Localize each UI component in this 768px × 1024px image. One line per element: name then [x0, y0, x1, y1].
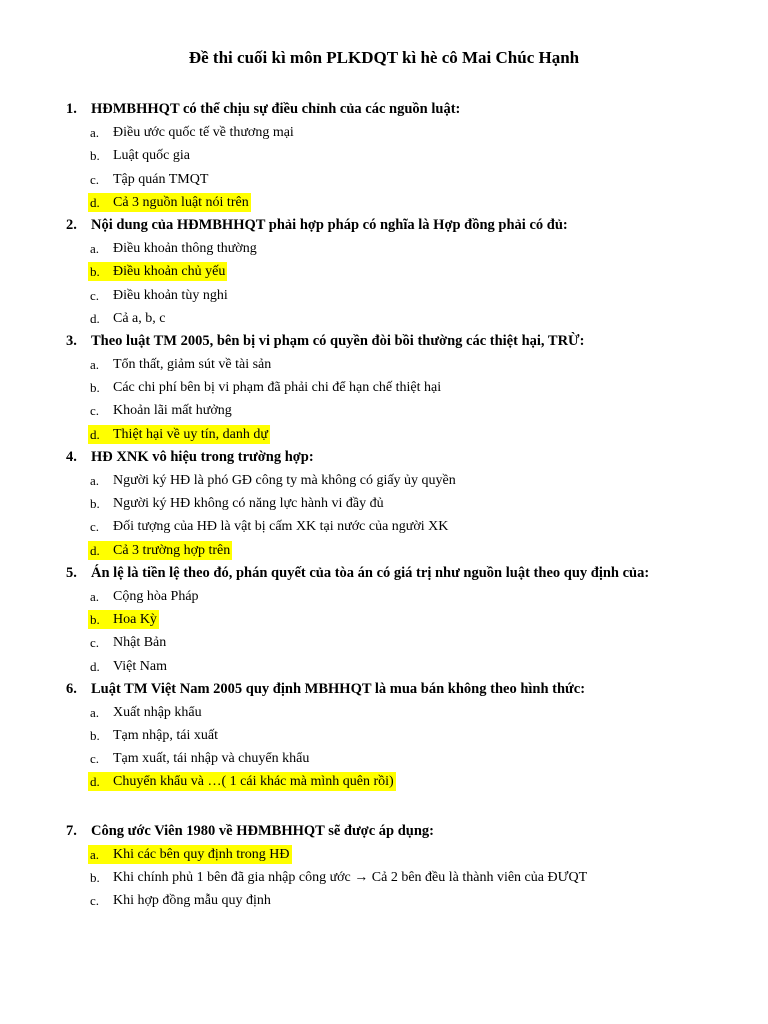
option-text: Khoản lãi mất hưởng — [113, 403, 232, 419]
question-stem — [0, 330, 768, 353]
option-item-correct — [0, 260, 768, 283]
option-text: Đối tượng của HĐ là vật bị cấm XK tại nước của người XK — [113, 519, 449, 535]
option-letter: c. — [90, 403, 100, 419]
option-text: Thiệt hại về uy tín, danh dự — [113, 426, 268, 442]
option-item — [0, 237, 768, 260]
option-letter: d. — [90, 194, 100, 210]
option-text: Tập quán TMQT — [113, 171, 209, 187]
question-stem — [0, 820, 768, 843]
question-text: HĐMBHHQT có thể chịu sự điều chỉnh của các nguồn luật: — [91, 101, 461, 117]
option-letter: d. — [90, 658, 100, 674]
option-item-correct — [0, 191, 768, 214]
option-letter: b. — [90, 380, 100, 396]
question-2 — [0, 214, 768, 330]
option-text: Tổn thất, giảm sút về tài sản — [113, 357, 272, 373]
option-text: Khi hợp đồng mẫu quy định — [113, 893, 271, 909]
option-letter: c. — [90, 519, 100, 535]
question-number: 6. — [66, 680, 77, 697]
option-list — [0, 353, 768, 446]
option-item — [0, 469, 768, 492]
option-list — [0, 469, 768, 562]
option-item — [0, 399, 768, 422]
option-letter: a. — [90, 241, 100, 257]
option-item — [0, 284, 768, 307]
option-letter: b. — [90, 148, 100, 164]
question-number: 3. — [66, 332, 77, 349]
option-text: Việt Nam — [113, 658, 167, 674]
option-item — [0, 515, 768, 538]
option-letter: c. — [90, 635, 100, 651]
question-number: 7. — [66, 822, 77, 839]
question-stem — [0, 562, 768, 585]
option-text: Tạm xuất, tái nhập và chuyển khẩu — [113, 751, 310, 767]
question-list — [0, 98, 768, 912]
question-text: Luật TM Việt Nam 2005 quy định MBHHQT là mua bán không theo hình thức: — [91, 680, 586, 697]
question-text: HĐ XNK vô hiệu trong trường hợp: — [91, 448, 314, 465]
option-text: Điều khoản thông thường — [113, 241, 257, 257]
option-item-correct — [0, 423, 768, 446]
option-item-correct — [0, 608, 768, 631]
option-item-correct — [0, 843, 768, 866]
question-number: 2. — [66, 216, 77, 233]
option-item-correct — [0, 770, 768, 793]
option-item — [0, 747, 768, 770]
question-7 — [0, 820, 768, 913]
option-letter: c. — [90, 893, 100, 909]
question-number: 1. — [66, 101, 77, 117]
option-text: Cả 3 nguồn luật nói trên — [113, 194, 249, 210]
option-list — [0, 121, 768, 214]
option-text: Nhật Bản — [113, 635, 167, 651]
option-letter: b. — [90, 728, 100, 744]
option-text: Người ký HĐ là phó GĐ công ty mà không có giấy ủy quyền — [113, 473, 456, 488]
option-letter: d. — [90, 542, 100, 558]
question-text: Án lệ là tiền lệ theo đó, phán quyết của tòa án có giá trị như nguồn luật theo quy định của: — [91, 564, 650, 581]
question-text: Công ước Viên 1980 về HĐMBHHQT sẽ được áp dụng: — [91, 822, 434, 839]
document-title: Đề thi cuối kì môn PLKDQT kì hè cô Mai Chúc Hạnh — [188, 48, 580, 67]
option-item — [0, 701, 768, 724]
question-text: Nội dung của HĐMBHHQT phải hợp pháp có nghĩa là Hợp đồng phải có đủ: — [91, 216, 568, 233]
option-list — [0, 237, 768, 330]
option-letter: b. — [90, 496, 100, 512]
option-letter: d. — [90, 426, 100, 442]
option-letter: a. — [90, 704, 100, 720]
option-text: Khi chính phủ 1 bên đã gia nhập công ước → Cả 2 bên đều là thành viên của ĐƯQT — [113, 870, 588, 885]
option-item — [0, 655, 768, 678]
option-item-correct — [0, 539, 768, 562]
option-list — [0, 843, 768, 913]
option-text: Điều ước quốc tế về thương mại — [113, 125, 294, 141]
option-item — [0, 724, 768, 747]
option-text: Xuất nhập khẩu — [113, 704, 202, 720]
option-letter: d. — [90, 774, 100, 790]
option-text: Cả 3 trường hợp trên — [113, 542, 231, 558]
option-item — [0, 353, 768, 376]
question-stem — [0, 98, 768, 121]
question-5 — [0, 562, 768, 678]
option-letter: a. — [90, 588, 100, 604]
option-letter: b. — [90, 870, 100, 885]
option-text: Các chi phí bên bị vi phạm đã phải chi để hạn chế thiệt hại — [113, 380, 442, 396]
option-text: Người ký HĐ không có năng lực hành vi đầy đủ — [113, 496, 384, 512]
question-text: Theo luật TM 2005, bên bị vi phạm có quyền đòi bồi thường các thiệt hại, TRỪ: — [91, 332, 585, 349]
option-item — [0, 889, 768, 912]
option-text: Tạm nhập, tái xuất — [113, 728, 218, 744]
question-number: 5. — [66, 564, 77, 581]
question-stem — [0, 678, 768, 701]
option-letter: c. — [90, 171, 100, 187]
option-item — [0, 307, 768, 330]
option-item — [0, 144, 768, 167]
option-text: Khi các bên quy định trong HĐ — [113, 846, 290, 862]
question-stem — [0, 214, 768, 237]
option-letter: d. — [90, 310, 100, 326]
option-letter: c. — [90, 751, 100, 767]
option-letter: a. — [90, 846, 100, 862]
option-letter: b. — [90, 612, 100, 628]
question-number: 4. — [66, 448, 77, 465]
option-item — [0, 168, 768, 191]
option-item — [0, 121, 768, 144]
option-letter: a. — [90, 357, 100, 373]
option-text: Cả a, b, c — [113, 310, 166, 326]
option-item — [0, 866, 768, 889]
option-list — [0, 701, 768, 794]
question-1 — [0, 98, 768, 214]
option-item — [0, 492, 768, 515]
option-text: Chuyển khẩu và …( 1 cái khác mà mình quên rồi) — [113, 774, 394, 790]
question-6 — [0, 678, 768, 794]
option-item — [0, 376, 768, 399]
option-text: Điều khoản tùy nghi — [113, 287, 228, 303]
option-letter: c. — [90, 287, 100, 303]
option-letter: b. — [90, 264, 100, 280]
option-text: Cộng hòa Pháp — [113, 588, 199, 604]
question-stem — [0, 446, 768, 469]
option-item — [0, 585, 768, 608]
question-3 — [0, 330, 768, 446]
option-letter: a. — [90, 125, 100, 141]
option-list — [0, 585, 768, 678]
option-text: Điều khoản chủ yếu — [113, 264, 226, 280]
question-4 — [0, 446, 768, 562]
option-item — [0, 631, 768, 654]
option-text: Luật quốc gia — [113, 148, 190, 164]
option-letter: a. — [90, 473, 100, 488]
option-text: Hoa Kỳ — [113, 612, 157, 628]
